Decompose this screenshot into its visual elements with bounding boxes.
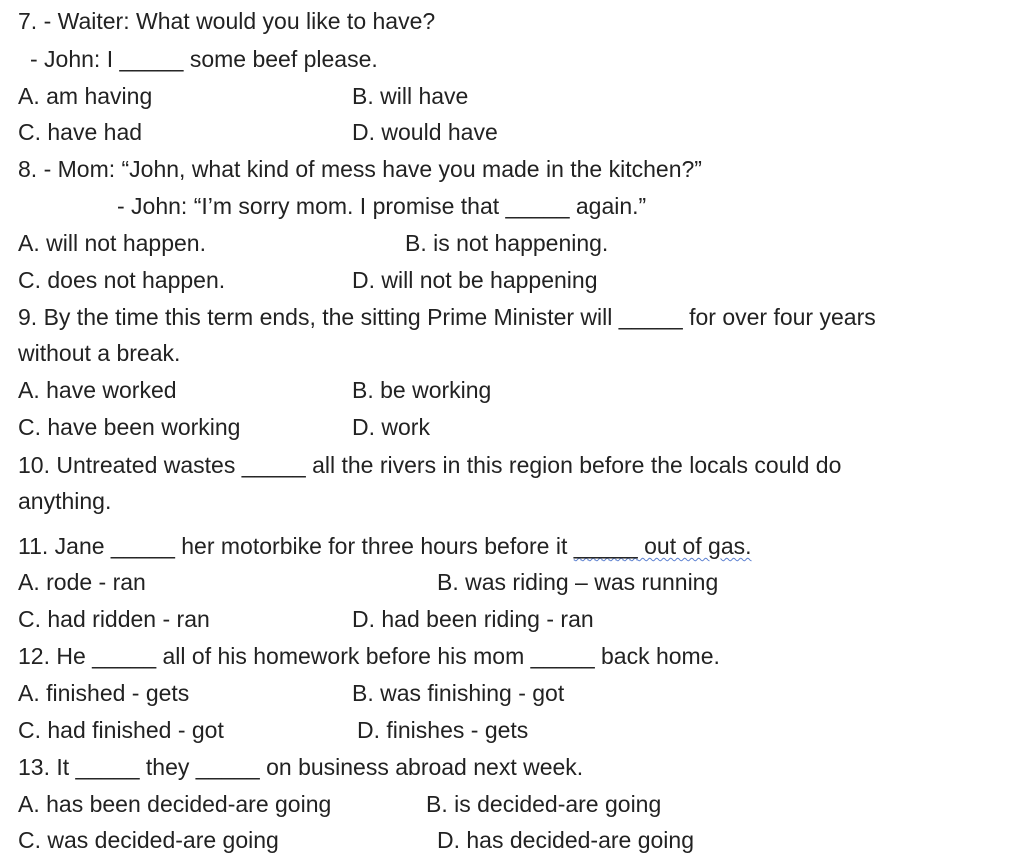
- q11-option-b: B. was riding – was running: [437, 569, 719, 595]
- q8-question: 8. - Mom: “John, what kind of mess have you made in the kitchen?”: [18, 156, 702, 182]
- q11-question-start: 11. Jane _____ her motorbike for three hours before it: [18, 533, 574, 559]
- q8-option-a: A. will not happen.: [18, 230, 206, 256]
- q7-option-a: A. am having: [18, 83, 153, 109]
- q9-question: 9. By the time this term ends, the sitting Prime Minister will _____ for over four years: [18, 304, 876, 330]
- q7-dialogue-line: - John: I _____ some beef please.: [30, 46, 378, 72]
- q11-option-d: D. had been riding - ran: [352, 606, 594, 632]
- q11-option-a: A. rode - ran: [18, 569, 146, 595]
- q9-question-continued: without a break.: [18, 340, 181, 366]
- q8-option-b: B. is not happening.: [405, 230, 609, 256]
- q12-option-a: A. finished - gets: [18, 680, 190, 706]
- q10-question-continued: anything.: [18, 488, 112, 514]
- q11-option-c: C. had ridden - ran: [18, 606, 210, 632]
- q12-option-b: B. was finishing - got: [352, 680, 565, 706]
- q9-option-a: A. have worked: [18, 377, 177, 403]
- q8-option-d: D. will not be happening: [352, 267, 598, 293]
- q7-option-c: C. have had: [18, 119, 143, 145]
- q11-question: [18, 532, 752, 560]
- q7-option-d: D. would have: [352, 119, 498, 145]
- q7-question: 7. - Waiter: What would you like to have?: [18, 8, 436, 34]
- q7-option-b: B. will have: [352, 83, 469, 109]
- q13-question: 13. It _____ they _____ on business abroad next week.: [18, 754, 584, 780]
- q13-option-c: C. was decided-are going: [18, 827, 279, 853]
- q13-option-b: B. is decided-are going: [426, 791, 662, 817]
- q12-option-c: C. had finished - got: [18, 717, 224, 743]
- q8-dialogue-line: - John: “I’m sorry mom. I promise that _____ again.”: [117, 193, 647, 219]
- q12-question: 12. He _____ all of his homework before his mom _____ back home.: [18, 643, 720, 669]
- q8-option-c: C. does not happen.: [18, 267, 226, 293]
- q9-option-c: C. have been working: [18, 414, 241, 440]
- q12-option-d: D. finishes - gets: [357, 717, 529, 743]
- q13-option-d: D. has decided-are going: [437, 827, 694, 853]
- q11-question-end: out of gas.: [637, 533, 752, 559]
- q11-flagged-blank: _____: [573, 533, 638, 559]
- q9-option-d: D. work: [352, 414, 430, 440]
- q9-option-b: B. be working: [352, 377, 492, 403]
- q10-question: 10. Untreated wastes _____ all the rivers in this region before the locals could do: [18, 452, 842, 478]
- q13-option-a: A. has been decided-are going: [18, 791, 332, 817]
